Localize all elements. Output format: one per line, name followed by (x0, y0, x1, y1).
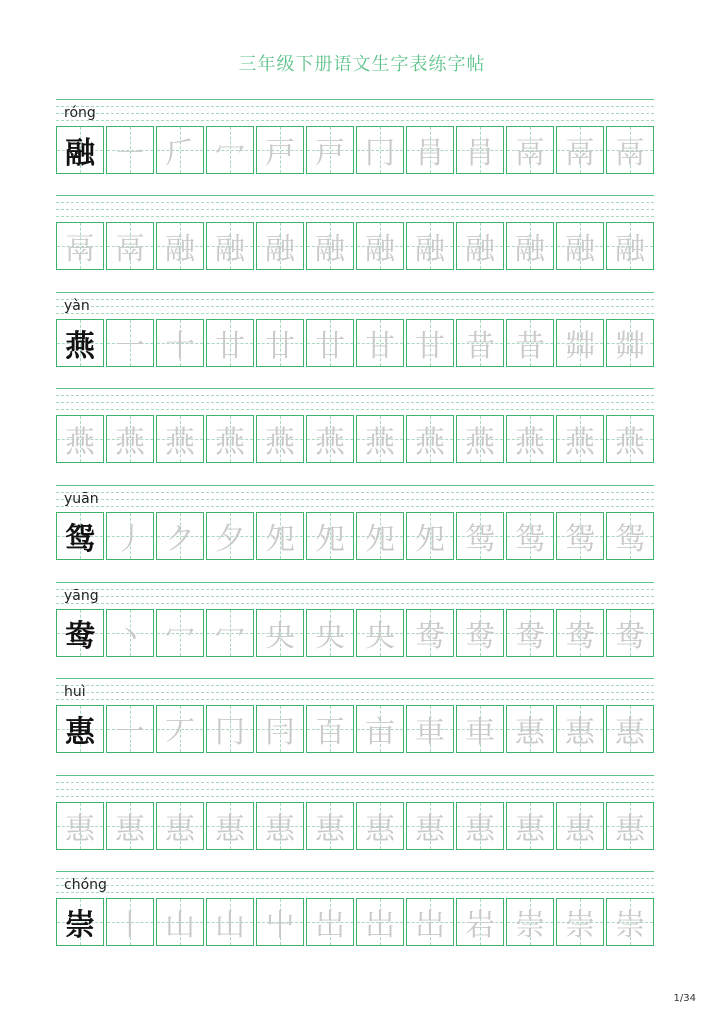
grid-cell (156, 609, 204, 657)
guide-line (56, 582, 654, 583)
tracing-character: 燕 (165, 425, 195, 460)
grid-cell (406, 898, 454, 946)
tracing-character: 惠 (65, 812, 95, 847)
tracing-character: 丿 (115, 522, 145, 557)
grid-cell (206, 222, 254, 270)
tracing-character: ㇐ (115, 136, 145, 171)
guide-line (56, 885, 654, 886)
tracing-character: 燕 (215, 425, 245, 460)
grid-cell (506, 898, 554, 946)
grid-cell (56, 512, 104, 560)
grid-cell (206, 126, 254, 174)
grid-cell (256, 319, 304, 367)
grid-cell (156, 222, 204, 270)
tracing-character: 崇 (615, 908, 645, 943)
grid-cell (556, 512, 604, 560)
model-character: 鸯 (65, 619, 95, 654)
tracing-character: 昔 (515, 329, 545, 364)
grid-cell (456, 222, 504, 270)
guide-line (56, 892, 654, 893)
grid-cell (406, 512, 454, 560)
tracing-character: 冃 (265, 715, 295, 750)
grid-cell (406, 126, 454, 174)
guide-line (56, 120, 654, 121)
pinyin-label: yuān (64, 491, 99, 507)
tracing-character: 冂 (215, 715, 245, 750)
model-character: 鸳 (65, 522, 95, 557)
grid-cell (156, 512, 204, 560)
guide-line (56, 678, 654, 679)
grid-cell (556, 415, 604, 463)
grid-cell (156, 415, 204, 463)
grid-cell (106, 222, 154, 270)
grid-cell (306, 415, 354, 463)
tracing-character: 惠 (565, 812, 595, 847)
practice-row (56, 195, 654, 271)
tracing-character: 惠 (515, 715, 545, 750)
grid-cell (606, 705, 654, 753)
tracing-character: 戸 (265, 136, 295, 171)
grid-cell (556, 319, 604, 367)
tracing-character: 夗 (415, 522, 445, 557)
grid-cell (456, 609, 504, 657)
tracing-character: 百 (315, 715, 345, 750)
tracing-character: 融 (515, 232, 545, 267)
tian-grid (56, 415, 656, 464)
grid-cell (556, 222, 604, 270)
tracing-character: 一 (115, 329, 145, 364)
grid-cell (306, 898, 354, 946)
tracing-character: 燕 (465, 425, 495, 460)
tian-grid (56, 222, 656, 271)
grid-cell (406, 705, 454, 753)
tracing-character: 央 (365, 619, 395, 654)
grid-cell (106, 802, 154, 850)
grid-cell (606, 609, 654, 657)
tracing-character: 十 (165, 329, 195, 364)
grid-cell (56, 898, 104, 946)
grid-cell (306, 802, 354, 850)
grid-cell (606, 222, 654, 270)
tracing-character: 夗 (315, 522, 345, 557)
page-title: 三年级下册语文生字表练字帖 (238, 54, 486, 75)
tracing-character: 燕 (565, 425, 595, 460)
grid-cell (406, 319, 454, 367)
tracing-character: 肙 (465, 136, 495, 171)
guide-line (56, 692, 654, 693)
tracing-character: 茻 (615, 329, 645, 364)
guide-line (56, 499, 654, 500)
tracing-character: 戸 (315, 136, 345, 171)
tracing-character: 鸯 (565, 619, 595, 654)
tracing-character: 丨 (115, 908, 145, 943)
tracing-character: 鸯 (415, 619, 445, 654)
tracing-character: 鸯 (515, 619, 545, 654)
grid-cell (406, 222, 454, 270)
tian-grid (56, 898, 656, 947)
tracing-character: 惠 (565, 715, 595, 750)
grid-cell (556, 705, 604, 753)
model-character: 崇 (65, 908, 95, 943)
guide-line (56, 871, 654, 872)
tracing-character: 崇 (565, 908, 595, 943)
guide-line (56, 313, 654, 314)
tracing-character: 夗 (365, 522, 395, 557)
tracing-character: 甘 (415, 329, 445, 364)
model-character: 惠 (65, 715, 95, 750)
tracing-character: 鬲 (515, 136, 545, 171)
grid-cell (356, 512, 404, 560)
tracing-character: 燕 (615, 425, 645, 460)
tracing-character: 岀 (415, 908, 445, 943)
grid-cell (156, 319, 204, 367)
tracing-character: 惠 (415, 812, 445, 847)
tracing-character: 燕 (265, 425, 295, 460)
grid-cell (356, 222, 404, 270)
guide-line (56, 99, 654, 100)
grid-cell (556, 802, 604, 850)
tracing-character: 融 (265, 232, 295, 267)
practice-row (56, 678, 654, 754)
grid-cell (606, 802, 654, 850)
grid-cell (306, 126, 354, 174)
grid-cell (206, 705, 254, 753)
guide-line (56, 775, 654, 776)
tracing-character: 甘 (365, 329, 395, 364)
tracing-character: 惠 (315, 812, 345, 847)
tian-grid (56, 802, 656, 851)
grid-cell (56, 802, 104, 850)
grid-cell (456, 898, 504, 946)
tracing-character: 融 (415, 232, 445, 267)
grid-cell (456, 126, 504, 174)
grid-cell (156, 802, 204, 850)
grid-cell (406, 802, 454, 850)
tian-grid (56, 705, 656, 754)
grid-cell (556, 609, 604, 657)
grid-cell (106, 319, 154, 367)
pinyin-label: yāng (64, 588, 99, 604)
tracing-character: 岀 (365, 908, 395, 943)
pinyin-label: yàn (64, 298, 90, 314)
grid-cell (256, 802, 304, 850)
tian-grid (56, 126, 656, 175)
grid-cell (506, 802, 554, 850)
tracing-character: 燕 (415, 425, 445, 460)
guide-line (56, 113, 654, 114)
practice-row (56, 582, 654, 658)
guide-line (56, 395, 654, 396)
tracing-character: 燕 (515, 425, 545, 460)
grid-cell (606, 512, 654, 560)
practice-row (56, 871, 654, 947)
grid-cell (406, 609, 454, 657)
tracing-character: 屮 (265, 908, 295, 943)
tracing-character: 𠂆 (165, 136, 195, 171)
grid-cell (356, 126, 404, 174)
guide-line (56, 789, 654, 790)
guide-line (56, 216, 654, 217)
grid-cell (506, 609, 554, 657)
grid-cell (306, 222, 354, 270)
guide-line (56, 299, 654, 300)
grid-cell (56, 319, 104, 367)
tracing-character: 燕 (65, 425, 95, 460)
grid-cell (356, 898, 404, 946)
grid-cell (156, 126, 204, 174)
grid-cell (506, 319, 554, 367)
guide-line (56, 106, 654, 107)
tracing-character: 惠 (115, 812, 145, 847)
guide-line (56, 603, 654, 604)
grid-cell (256, 126, 304, 174)
tracing-character: 燕 (115, 425, 145, 460)
tracing-character: 惠 (615, 715, 645, 750)
grid-cell (456, 705, 504, 753)
grid-cell (206, 609, 254, 657)
grid-cell (56, 126, 104, 174)
grid-cell (256, 512, 304, 560)
grid-cell (106, 126, 154, 174)
pinyin-label: róng (64, 105, 96, 121)
tracing-character: 茻 (565, 329, 595, 364)
guide-line (56, 589, 654, 590)
grid-cell (356, 415, 404, 463)
guide-line (56, 685, 654, 686)
guide-line (56, 195, 654, 196)
tracing-character: 丆 (165, 715, 195, 750)
grid-cell (56, 222, 104, 270)
guide-line (56, 306, 654, 307)
tracing-character: 融 (565, 232, 595, 267)
tracing-character: 融 (165, 232, 195, 267)
grid-cell (456, 415, 504, 463)
guide-line (56, 292, 654, 293)
pinyin-label: chóng (64, 877, 107, 893)
tracing-character: 一 (115, 715, 145, 750)
grid-cell (106, 898, 154, 946)
tracing-character: 鸯 (615, 619, 645, 654)
practice-row (56, 99, 654, 175)
tracing-character: 惠 (215, 812, 245, 847)
grid-cell (206, 415, 254, 463)
tracing-character: 燕 (315, 425, 345, 460)
tracing-character: 央 (265, 619, 295, 654)
grid-cell (206, 512, 254, 560)
tracing-character: 融 (465, 232, 495, 267)
tracing-character: 融 (315, 232, 345, 267)
grid-cell (206, 898, 254, 946)
tracing-character: 岀 (315, 908, 345, 943)
tracing-character: 鸯 (465, 619, 495, 654)
practice-row (56, 775, 654, 851)
tracing-character: 央 (315, 619, 345, 654)
grid-cell (256, 222, 304, 270)
guide-line (56, 402, 654, 403)
grid-cell (606, 126, 654, 174)
tracing-character: 崇 (515, 908, 545, 943)
tracing-character: 丶 (115, 619, 145, 654)
grid-cell (56, 609, 104, 657)
tracing-character: 燕 (365, 425, 395, 460)
tracing-character: 肙 (415, 136, 445, 171)
guide-line (56, 409, 654, 410)
tracing-character: 冂 (365, 136, 395, 171)
grid-cell (56, 415, 104, 463)
tian-grid (56, 609, 656, 658)
grid-cell (106, 609, 154, 657)
grid-cell (506, 222, 554, 270)
tracing-character: 廿 (215, 329, 245, 364)
tracing-character: 昔 (465, 329, 495, 364)
grid-cell (306, 512, 354, 560)
grid-cell (356, 705, 404, 753)
tracing-character: 車 (465, 715, 495, 750)
grid-cell (206, 802, 254, 850)
grid-cell (106, 512, 154, 560)
tracing-character: 惠 (515, 812, 545, 847)
tracing-character: 惠 (265, 812, 295, 847)
tracing-character: 惠 (615, 812, 645, 847)
grid-cell (456, 512, 504, 560)
grid-cell (306, 609, 354, 657)
guide-line (56, 782, 654, 783)
guide-line (56, 506, 654, 507)
grid-cell (356, 802, 404, 850)
grid-cell (356, 609, 404, 657)
grid-cell (256, 415, 304, 463)
tracing-character: 鬲 (615, 136, 645, 171)
grid-cell (306, 705, 354, 753)
tracing-character: 冖 (215, 136, 245, 171)
grid-cell (606, 415, 654, 463)
grid-cell (156, 705, 204, 753)
grid-cell (606, 319, 654, 367)
tracing-character: 鬲 (565, 136, 595, 171)
tracing-character: 夗 (265, 522, 295, 557)
tracing-character: 鬲 (115, 232, 145, 267)
tracing-character: 鸳 (515, 522, 545, 557)
tracing-character: 融 (215, 232, 245, 267)
grid-cell (406, 415, 454, 463)
grid-cell (506, 512, 554, 560)
grid-cell (506, 126, 554, 174)
grid-cell (556, 126, 604, 174)
tian-grid (56, 319, 656, 368)
grid-cell (56, 705, 104, 753)
grid-cell (606, 898, 654, 946)
tracing-character: 鸳 (465, 522, 495, 557)
tracing-character: 廿 (315, 329, 345, 364)
grid-cell (456, 802, 504, 850)
guide-line (56, 796, 654, 797)
grid-cell (206, 319, 254, 367)
grid-cell (506, 705, 554, 753)
guide-line (56, 209, 654, 210)
model-character: 燕 (65, 329, 95, 364)
tracing-character: 車 (415, 715, 445, 750)
tracing-character: 惠 (465, 812, 495, 847)
tracing-character: 融 (615, 232, 645, 267)
guide-line (56, 878, 654, 879)
grid-cell (106, 415, 154, 463)
guide-line (56, 596, 654, 597)
grid-cell (256, 705, 304, 753)
grid-cell (156, 898, 204, 946)
grid-cell (306, 319, 354, 367)
practice-row (56, 388, 654, 464)
guide-line (56, 699, 654, 700)
grid-cell (256, 898, 304, 946)
tracing-character: 惠 (365, 812, 395, 847)
practice-row (56, 292, 654, 368)
practice-row (56, 485, 654, 561)
tracing-character: 夕 (215, 522, 245, 557)
model-character: 融 (65, 136, 95, 171)
page-number: 1/34 (673, 993, 696, 1004)
tracing-character: 亩 (365, 715, 395, 750)
grid-cell (356, 319, 404, 367)
tracing-character: 鸳 (615, 522, 645, 557)
tracing-character: 冖 (165, 619, 195, 654)
grid-cell (506, 415, 554, 463)
pinyin-label: huì (64, 684, 86, 700)
tracing-character: 惠 (165, 812, 195, 847)
grid-cell (556, 898, 604, 946)
guide-line (56, 492, 654, 493)
tracing-character: 鬲 (65, 232, 95, 267)
tracing-character: 鸳 (565, 522, 595, 557)
tracing-character: 融 (365, 232, 395, 267)
guide-line (56, 388, 654, 389)
grid-cell (106, 705, 154, 753)
tracing-character: ク (165, 522, 195, 557)
tracing-character: 廿 (265, 329, 295, 364)
tracing-character: 冖 (215, 619, 245, 654)
tian-grid (56, 512, 656, 561)
guide-line (56, 202, 654, 203)
guide-line (56, 485, 654, 486)
grid-cell (256, 609, 304, 657)
grid-cell (456, 319, 504, 367)
tracing-character: 山 (215, 908, 245, 943)
tracing-character: 岩 (465, 908, 495, 943)
tracing-character: 山 (165, 908, 195, 943)
